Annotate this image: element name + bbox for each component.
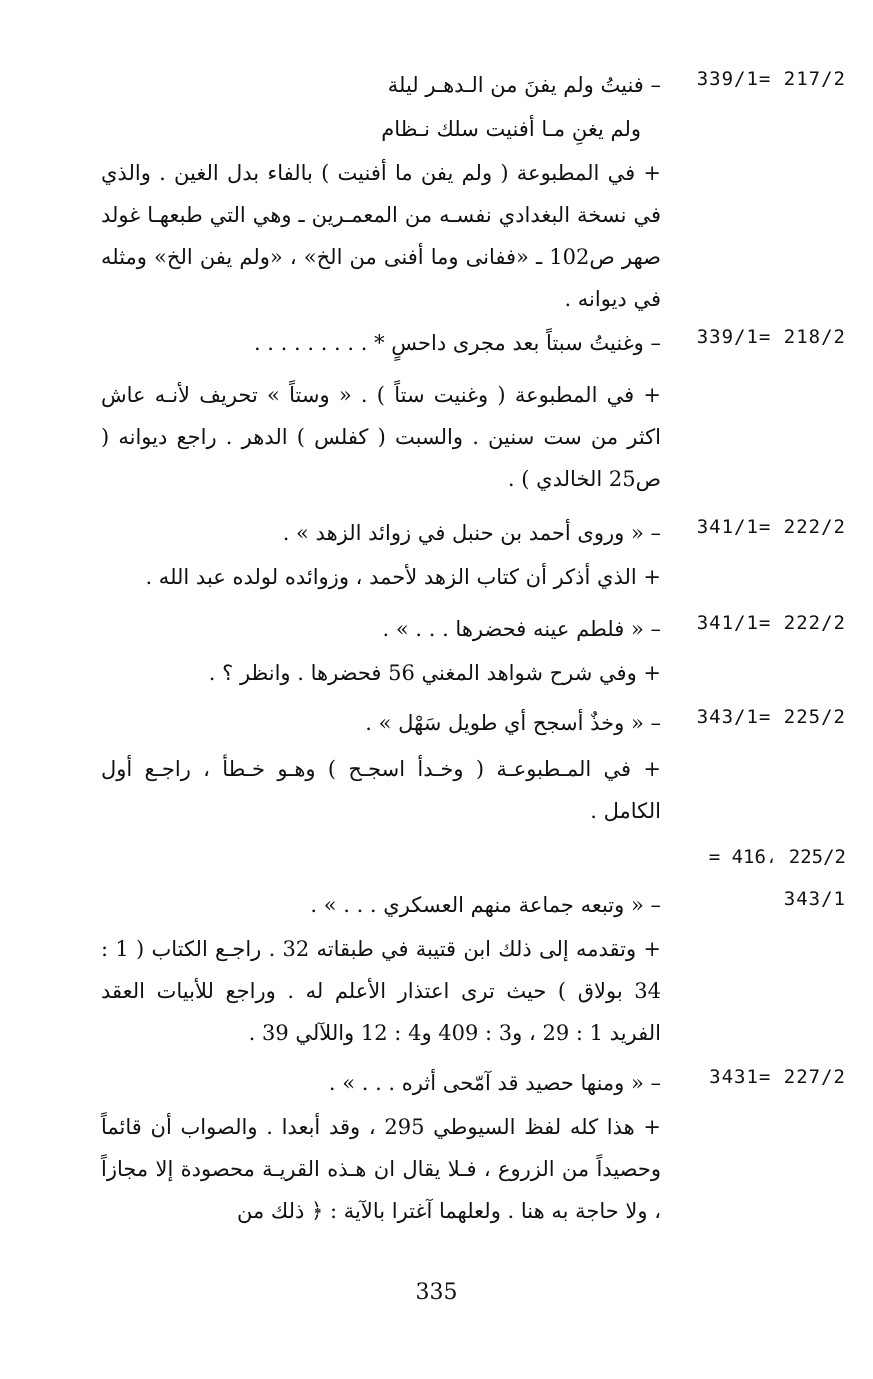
- entry-ref: 341/1= 222/2: [696, 516, 846, 538]
- entry-quote-line: – فنيتُ ولم يفنَ من الـدهـر ليلة: [387, 73, 661, 97]
- entry-note: + هذا كله لفظ السيوطي 295 ، وقد أبعدا . والصواب أن قائماً وحصيداً من الزروع ، فـلا يقال ان هـذه القريـة محصودة إلا مجازاً ، ولا حاجة به هنا . ولعلهما آغترا بالآية : ﴿ ذلك من: [101, 1115, 661, 1223]
- entry-quote-line: – « وروى أحمد بن حنبل في زوائد الزهد » .: [282, 521, 661, 545]
- entry-ref: 339/1= 217/2: [696, 68, 846, 90]
- page-number: 335: [415, 1280, 458, 1305]
- entry-ref-continued: 343/1: [783, 888, 846, 910]
- entry-quote-line: – « وتبعه جماعة منهم العسكري . . . » .: [310, 893, 661, 917]
- entry-note: + في المـطبوعـة ( وخـدأ اسجـح ) وهـو خـطأ ، راجـع أول الكامل .: [101, 757, 661, 823]
- entry-5: [90, 702, 846, 842]
- entry-note: + في المطبوعة ( ولم يفن ما أفنيت ) بالفاء بدل الغين . والذي في نسخة البغدادي نفسـه من المعمـرين ـ وهي التي طبعهـا غولد صهر ص102 ـ «ففانى وما أفنى من الخ» ، «ولم يفن الخ» ومثله في ديوانه .: [101, 161, 661, 311]
- entry-ref: 339/1= 218/2: [696, 326, 846, 348]
- entry-quote-line: – وغنيتُ سبتاً بعد مجرى داحسٍ * . . . . . . . . .: [253, 331, 661, 355]
- entry-ref: 341/1= 222/2: [696, 612, 846, 634]
- entry-1: [90, 64, 846, 314]
- entry-note: + وتقدمه إلى ذلك ابن قتيبة في طبقاته 32 . راجـع الكتاب ( 1 : 34 بولاق ) حيث ترى اعتذار الأعلم له . وراجع للأبيات العقد الفريد 1 : 29 ، و3 : 409 و4 : 12 واللآلي 39 .: [101, 937, 661, 1045]
- entry-note: + الذي أذكر أن كتاب الزهد لأحمد ، وزوائده لولده عبد الله .: [145, 565, 661, 589]
- entry-quote-line: – « ومنها حصيد قد آمّحى أثره . . . » .: [328, 1071, 661, 1095]
- entry-3: [90, 512, 846, 602]
- entry-quote-line: ولم يغنِ مـا أفنيت سلك نـظام: [381, 117, 641, 141]
- entry-note: + وفي شرح شواهد المغني 56 فحضرها . وانظر ؟ .: [208, 661, 661, 685]
- entry-ref: 343/1= 225/2: [696, 706, 846, 728]
- entry-ref: 3431= 227/2: [709, 1066, 846, 1088]
- entry-2: [90, 322, 846, 502]
- entry-7: [90, 1062, 846, 1252]
- entry-quote-line: – « فلطم عينه فحضرها . . . » .: [382, 617, 661, 641]
- entry-note: + في المطبوعة ( وغنيت ستاً ) . « وستاً » تحريف لأنـه عاش اكثر من ست سنين . والسبت ( كفلس ) الدهر . راجع ديوانه ( ص25 الخالدي ) .: [101, 383, 661, 491]
- entry-6: [90, 842, 846, 1045]
- entry-4: [90, 608, 846, 698]
- entry-quote-line: – « وخذٌ أسجح أي طويل سَهْل » .: [365, 711, 661, 735]
- entry-ref: = 416، 225/2: [708, 846, 846, 868]
